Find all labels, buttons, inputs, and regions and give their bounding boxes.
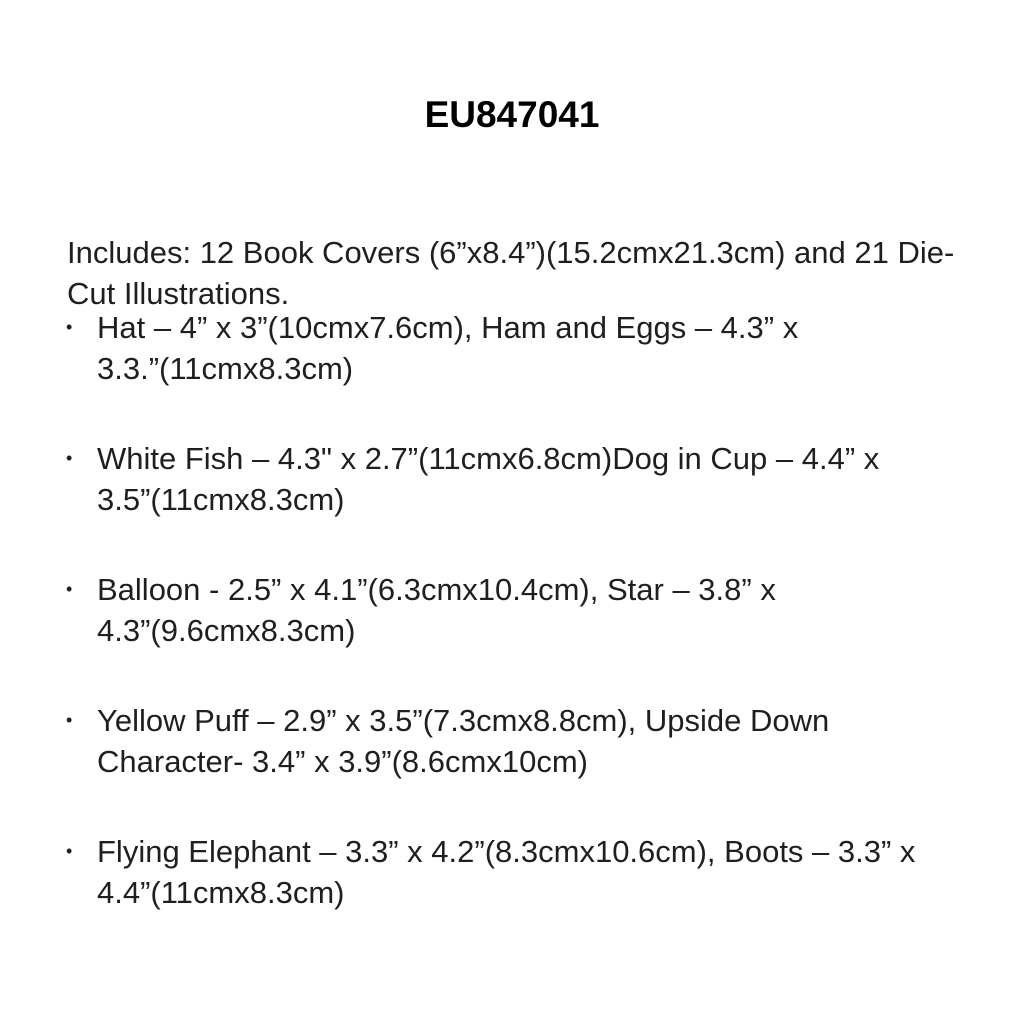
list-item-text: Balloon - 2.5” x 4.1”(6.3cmx10.4cm), Star – 3.8” x 4.3”(9.6cmx8.3cm) xyxy=(97,572,776,648)
illustration-list xyxy=(0,307,1024,962)
list-item xyxy=(0,438,947,520)
list-item-text: White Fish – 4.3" x 2.7”(11cmx6.8cm)Dog in Cup – 4.4” x 3.5”(11cmx8.3cm) xyxy=(97,441,880,517)
bullet-icon: • xyxy=(66,841,73,861)
bullet-icon: • xyxy=(66,579,73,599)
bullet-icon: • xyxy=(66,448,73,468)
bullet-icon: • xyxy=(66,710,73,730)
page-title: EU847041 xyxy=(424,93,600,135)
bullet-icon: • xyxy=(66,317,73,337)
list-item xyxy=(0,569,947,651)
list-item-text: Yellow Puff – 2.9” x 3.5”(7.3cmx8.8cm), Upside Down Character- 3.4” x 3.9”(8.6cmx10cm) xyxy=(97,703,830,779)
list-item-text: Hat – 4” x 3”(10cmx7.6cm), Ham and Eggs – 4.3” x 3.3.”(11cmx8.3cm) xyxy=(97,310,799,386)
intro-text: Includes: 12 Book Covers (6”x8.4”)(15.2cmx21.3cm) and 21 Die-Cut Illustrations. xyxy=(67,235,955,311)
list-item xyxy=(0,700,947,782)
list-item xyxy=(0,831,947,913)
list-item xyxy=(0,307,947,389)
list-item-text: Flying Elephant – 3.3” x 4.2”(8.3cmx10.6cm), Boots – 3.3” x 4.4”(11cmx8.3cm) xyxy=(97,834,916,910)
